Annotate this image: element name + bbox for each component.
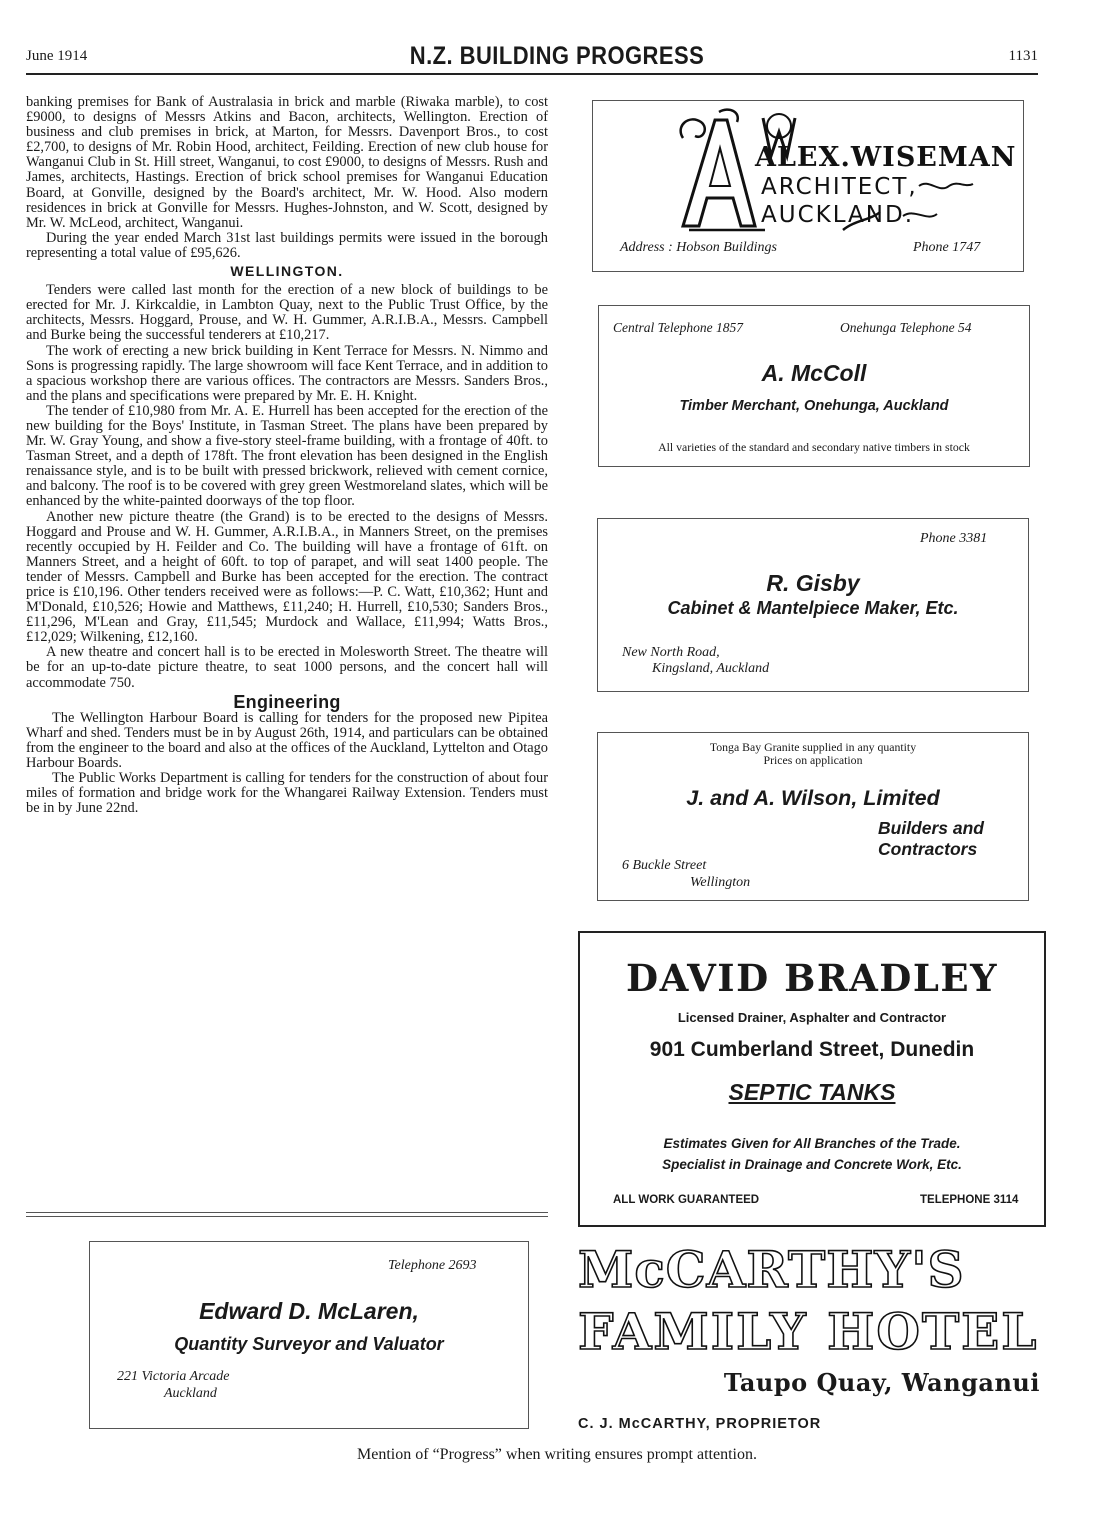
wilson-subtitle-line: Contractors bbox=[878, 839, 978, 859]
gisby-address-line: Kingsland, Auckland bbox=[652, 661, 770, 676]
mclaren-subtitle: Quantity Surveyor and Valuator bbox=[174, 1334, 444, 1354]
wellington-paragraph: The work of erecting a new brick building in Kent Terrace for Messrs. N. Nimmo and Sons is progressing rapidly. The large showroom will face Kent Terrace, and in addition to a spacious workshop there are various offices. The contractors are Messrs. Sanders Bros., and the plans and specifications were prepared by Mr. E. H. Knight. bbox=[26, 342, 548, 404]
wiseman-logo-line2: ARCHITECT, bbox=[761, 174, 918, 200]
issue-date: June 1914 bbox=[26, 48, 88, 64]
bradley-address: 901 Cumberland Street, Dunedin bbox=[649, 1038, 975, 1061]
article-intro-2: During the year ended March 31st last buildings permits were issued in the borough representing a total value of £95,626. bbox=[26, 229, 548, 261]
section-heading-wellington: WELLINGTON. bbox=[230, 263, 344, 280]
wiseman-logo-line1: ALEX.WISEMAN bbox=[755, 142, 1017, 173]
bradley-septic-tanks: SEPTIC TANKS bbox=[728, 1079, 896, 1105]
wilson-subtitle-line: Builders and bbox=[878, 818, 984, 838]
page-footer: Mention of “Progress” when writing ensures prompt attention. bbox=[357, 1446, 757, 1463]
mccarthy-proprietor: C. J. McCARTHY, PROPRIETOR bbox=[578, 1416, 822, 1432]
mccoll-onehunga-telephone: Onehunga Telephone 54 bbox=[840, 320, 972, 335]
mclaren-address-line: Auckland bbox=[164, 1386, 217, 1401]
gisby-name: R. Gisby bbox=[766, 570, 860, 596]
column-rule bbox=[26, 1216, 548, 1217]
mccoll-name: A. McColl bbox=[761, 360, 867, 386]
bradley-guarantee: ALL WORK GUARANTEED bbox=[613, 1194, 760, 1206]
engineering-paragraph: The Public Works Department is calling for tenders for the construction of about four miles of formation and bridge work for the Whangarei Railway Extension. Tenders must be in by June 22nd. bbox=[26, 770, 548, 817]
wilson-name: J. and A. Wilson, Limited bbox=[686, 786, 940, 810]
bradley-telephone: TELEPHONE 3114 bbox=[920, 1194, 1019, 1206]
header-rule bbox=[26, 73, 1038, 75]
mccarthy-title-line: FAMILY HOTEL bbox=[578, 1302, 1039, 1361]
publication-title: N.Z. BUILDING PROGRESS bbox=[409, 42, 705, 70]
wiseman-phone: Phone 1747 bbox=[913, 240, 981, 255]
wilson-address-line: Wellington bbox=[690, 875, 751, 890]
wiseman-logo-line3: AUCKLAND. bbox=[761, 202, 915, 228]
bradley-name: DAVID BRADLEY bbox=[625, 956, 999, 1000]
wiseman-address: Address : Hobson Buildings bbox=[620, 240, 777, 255]
gisby-subtitle: Cabinet & Mantelpiece Maker, Etc. bbox=[667, 598, 959, 618]
mccoll-description: All varieties of the standard and secondary native timbers in stock bbox=[658, 440, 970, 454]
bradley-subtitle: Licensed Drainer, Asphalter and Contractor bbox=[677, 1010, 947, 1025]
mclaren-telephone: Telephone 2693 bbox=[388, 1258, 477, 1273]
column-rule bbox=[26, 1212, 548, 1213]
article-intro: banking premises for Bank of Australasia in brick and marble (Riwaka marble), to cost £9000, to designs of Messrs Atkins and Bacon, architects, Wellington. Erection of business and club premises in brick, at Marton, for Messrs. Davenport Bros., to cost £2,700, to designs of Mr. Robin Hood, architect, Feilding. Erection of new club house for Wanganui Club in St. Hill street, Wanganui, to cost £9000, to designs of Messrs. Rush and James, architects, Hastings. Erection of brick school premises for Wanganui Education Board, at Gonville, designed by the Board's architect, Mr. W. Hood. Also modern residences in brick at Gonville for Messrs. Hughes-Johnston, and W. Scott, designed by Mr. W. McLeod, architect, Wanganui. bbox=[26, 94, 548, 231]
wilson-granite-notice bbox=[597, 741, 1029, 766]
article-column bbox=[26, 95, 548, 816]
bradley-specialist: Specialist in Drainage and Concrete Work, Etc. bbox=[662, 1157, 962, 1172]
mclaren-name: Edward D. McLaren, bbox=[199, 1298, 419, 1324]
wiseman-logo bbox=[675, 108, 1017, 243]
wellington-paragraph: A new theatre and concert hall is to be erected in Molesworth Street. The theatre will be for an up-to-date picture theatre, to seat 1000 persons, and the concert hall will accommodate 750. bbox=[26, 644, 548, 691]
mccoll-subtitle: Timber Merchant, Onehunga, Auckland bbox=[679, 398, 949, 414]
gisby-address-line: New North Road, bbox=[622, 645, 720, 660]
section-heading-engineering: Engineering bbox=[233, 691, 341, 712]
wellington-paragraph: The tender of £10,980 from Mr. A. E. Hurrell has been accepted for the erection of the new building for the Boys' Institute, in Tasman Street. The plans have been prepared by Mr. W. Gray Young, and show a five-story steel-frame building, with a frontage of 40ft. to Tasman Street, and a depth of 178ft. The front elevation has been designed in the English renaissance style, and is to be built with pressed brickwork, relieved with cement cornice, and balcony. The roof is to be covered with grey green Westmoreland slates, which will be enhanced by the white-painted doorways of the top floor. bbox=[26, 402, 548, 510]
engineering-paragraph: The Wellington Harbour Board is calling for tenders for the proposed new Pipitea Wharf and shed. Tenders must be in by August 26th, 1914, and particulars can be obtained from the engineer to the board and also at the offices of the Auckland, Lyttelton and Otago Harbour Boards. bbox=[26, 709, 548, 772]
mclaren-address-line: 221 Victoria Arcade bbox=[117, 1369, 230, 1384]
wilson-granite-line: Tonga Bay Granite supplied in any quantity bbox=[709, 740, 917, 754]
mccarthy-address: Taupo Quay, Wanganui bbox=[723, 1368, 1040, 1397]
mccoll-central-telephone: Central Telephone 1857 bbox=[613, 320, 743, 335]
wilson-address-line: 6 Buckle Street bbox=[622, 858, 707, 873]
mccarthy-title-line: McCARTHY'S bbox=[578, 1240, 965, 1299]
wellington-paragraph: Another new picture theatre (the Grand) is to be erected to the designs of Messrs. Hoggard and Prouse and W. H. Gummer, A.R.I.B.A., in Manners Street, on the premises recently occupied by H. Feilder and Co. The building will have a frontage of 61ft. on Manners Street, and a height of 60ft. to top of parapet, and will seat 1400 people. The tender of Messrs. Campbell and Burke has been accepted for the erection. The contract price is £10,196. Other tenders received were as follows:—P. C. Watt, £10,362; Hunt and M'Donald, £10,526; Howie and Matthews, £11,240; H. Hurrell, £10,530; Sanders Bros., £11,296, M'Lean and Gray, £11,545; Murdock and Wallace, £11,994; Watts Bros., £12,029; Wilkening, £12,160. bbox=[26, 508, 548, 646]
bradley-estimates: Estimates Given for All Branches of the Trade. bbox=[663, 1136, 961, 1151]
wiseman-logo-graphic bbox=[675, 108, 1017, 238]
wellington-paragraph: Tenders were called last month for the erection of a new block of buildings to be erected for Mr. J. Kirkcaldie, in Lambton Quay, next to the Public Trust Office, by the architects, Messrs. Hoggard, Prouse, and W. H. Gummer, A.R.I.B.A., Messrs. Campbell and Burke being the successful tenderers at £10,217. bbox=[26, 282, 548, 344]
wilson-prices-line: Prices on application bbox=[763, 752, 863, 767]
gisby-phone: Phone 3381 bbox=[920, 531, 988, 546]
page-number: 1131 bbox=[1008, 48, 1038, 64]
